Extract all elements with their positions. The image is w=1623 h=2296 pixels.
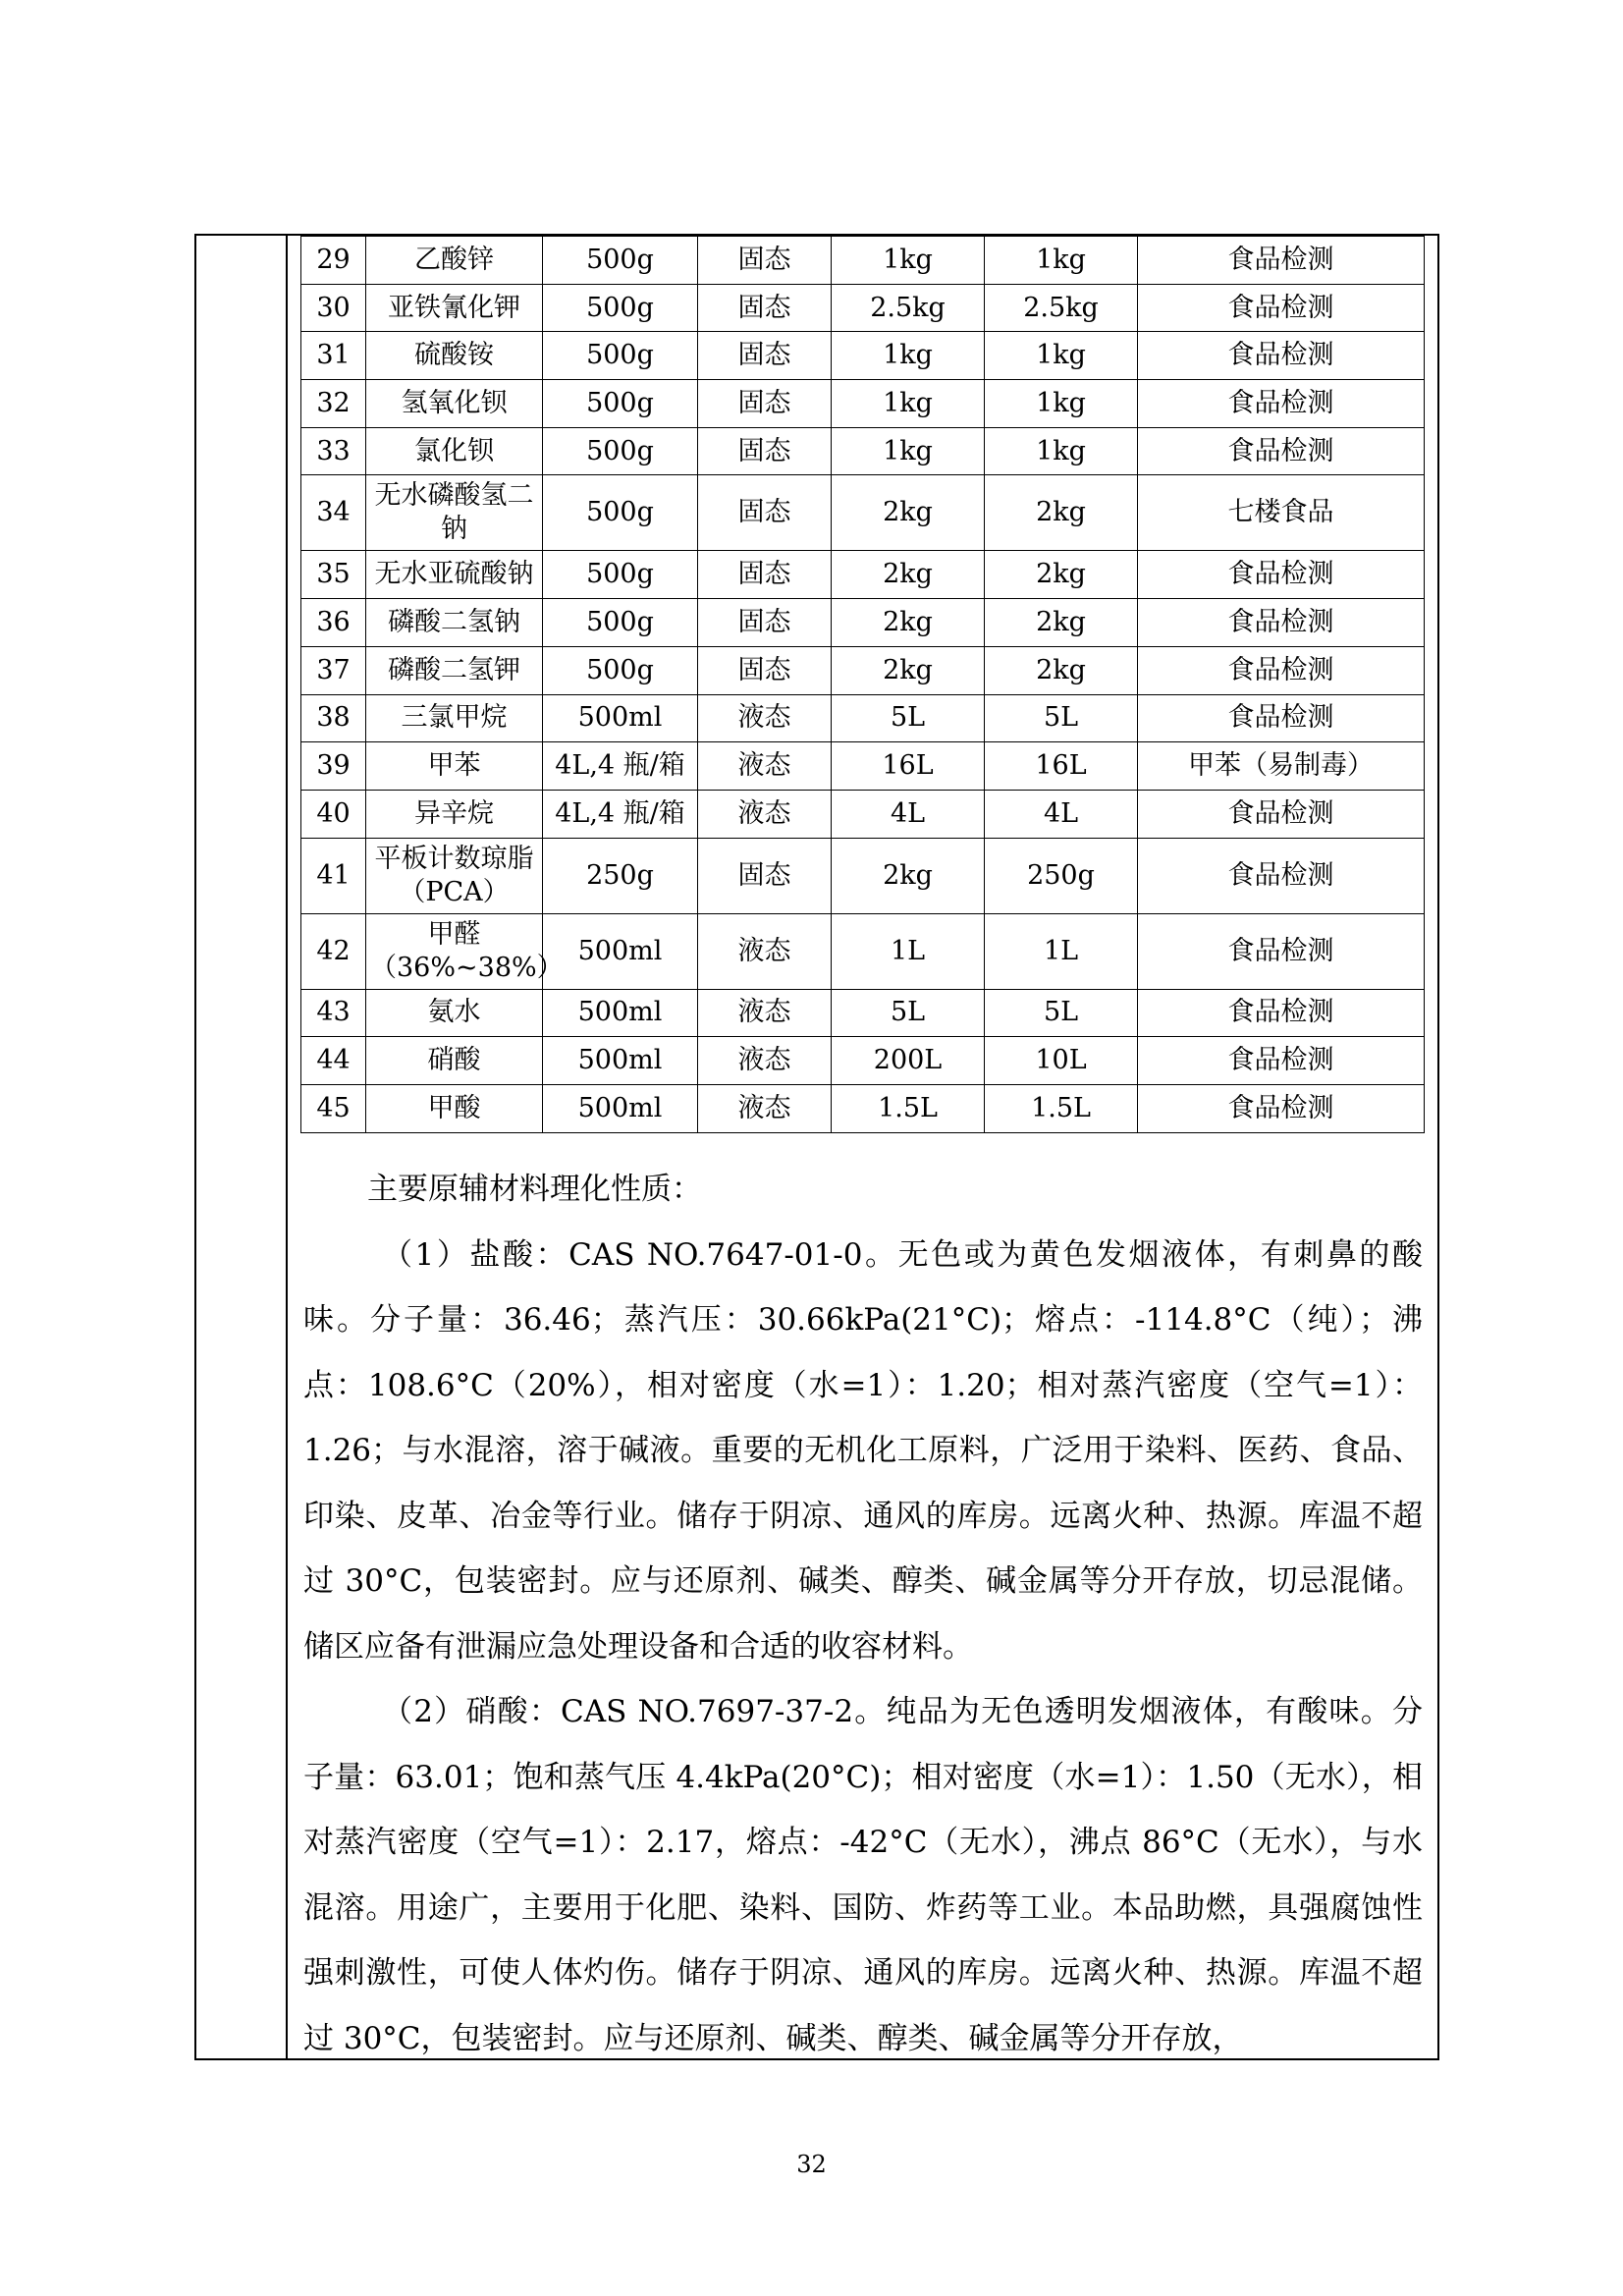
cell-spec: 500ml bbox=[543, 1037, 698, 1085]
cell-name: 硝酸 bbox=[366, 1037, 543, 1085]
cell-no: 42 bbox=[301, 913, 366, 989]
cell-state: 液态 bbox=[698, 989, 832, 1037]
cell-name: 甲醛（36%~38%） bbox=[366, 913, 543, 989]
materials-table bbox=[300, 236, 1425, 1133]
cell-storage: 2kg bbox=[985, 646, 1138, 694]
cell-storage: 16L bbox=[985, 742, 1138, 791]
cell-annual: 1kg bbox=[832, 427, 985, 475]
cell-usage: 食品检测 bbox=[1138, 694, 1425, 742]
cell-no: 31 bbox=[301, 332, 366, 380]
table-row bbox=[301, 475, 1425, 551]
cell-state: 固态 bbox=[698, 475, 832, 551]
cell-usage: 食品检测 bbox=[1138, 646, 1425, 694]
cell-spec: 500ml bbox=[543, 694, 698, 742]
cell-storage: 4L bbox=[985, 790, 1138, 838]
table-row bbox=[301, 913, 1425, 989]
cell-name: 磷酸二氢钾 bbox=[366, 646, 543, 694]
cell-no: 35 bbox=[301, 551, 366, 599]
cell-annual: 2kg bbox=[832, 646, 985, 694]
cell-no: 38 bbox=[301, 694, 366, 742]
cell-state: 固态 bbox=[698, 599, 832, 647]
cell-state: 固态 bbox=[698, 646, 832, 694]
cell-annual: 2.5kg bbox=[832, 284, 985, 332]
table-row bbox=[301, 694, 1425, 742]
table-row bbox=[301, 1037, 1425, 1085]
cell-usage: 七楼食品 bbox=[1138, 475, 1425, 551]
cell-storage: 1kg bbox=[985, 427, 1138, 475]
cell-name: 磷酸二氢钠 bbox=[366, 599, 543, 647]
cell-no: 33 bbox=[301, 427, 366, 475]
cell-state: 液态 bbox=[698, 1084, 832, 1132]
cell-annual: 2kg bbox=[832, 475, 985, 551]
table-row bbox=[301, 284, 1425, 332]
cell-storage: 5L bbox=[985, 989, 1138, 1037]
cell-storage: 2kg bbox=[985, 475, 1138, 551]
cell-storage: 1L bbox=[985, 913, 1138, 989]
cell-state: 固态 bbox=[698, 427, 832, 475]
cell-no: 29 bbox=[301, 237, 366, 285]
cell-usage: 食品检测 bbox=[1138, 551, 1425, 599]
cell-spec: 500g bbox=[543, 237, 698, 285]
cell-spec: 4L,4 瓶/箱 bbox=[543, 742, 698, 791]
cell-annual: 16L bbox=[832, 742, 985, 791]
cell-usage: 甲苯（易制毒） bbox=[1138, 742, 1425, 791]
frame-divider bbox=[286, 236, 288, 2058]
paragraph-nitric-acid: （2）硝酸：CAS NO.7697-37-2。纯品为无色透明发烟液体，有酸味。分子量：63.01；饱和蒸气压 4.4kPa(20°C)；相对密度（水=1）：1.50（无水），相对蒸汽密度（空气=1）：2.17，熔点：-42°C（无水），沸点 86°C（无水），与水混溶。用途广，主要用于化肥、染料、国防、炸药等工业。本品助燃，具强腐蚀性强刺激性，可使人体灼伤。储存于阴凉、通风的库房。远离火种、热源。库温不超过 30°C，包装密封。应与还原剂、碱类、醇类、碱金属等分开存放， bbox=[303, 1694, 1423, 2056]
cell-state: 固态 bbox=[698, 551, 832, 599]
cell-state: 液态 bbox=[698, 694, 832, 742]
cell-state: 固态 bbox=[698, 332, 832, 380]
cell-spec: 500g bbox=[543, 599, 698, 647]
cell-name: 硫酸铵 bbox=[366, 332, 543, 380]
cell-usage: 食品检测 bbox=[1138, 790, 1425, 838]
cell-name: 无水亚硫酸钠 bbox=[366, 551, 543, 599]
cell-usage: 食品检测 bbox=[1138, 380, 1425, 428]
cell-annual: 4L bbox=[832, 790, 985, 838]
cell-no: 34 bbox=[301, 475, 366, 551]
cell-usage: 食品检测 bbox=[1138, 427, 1425, 475]
cell-state: 液态 bbox=[698, 742, 832, 791]
cell-annual: 200L bbox=[832, 1037, 985, 1085]
cell-storage: 250g bbox=[985, 838, 1138, 913]
table-row bbox=[301, 989, 1425, 1037]
cell-spec: 500g bbox=[543, 551, 698, 599]
cell-usage: 食品检测 bbox=[1138, 1037, 1425, 1085]
cell-storage: 1kg bbox=[985, 380, 1138, 428]
table-row bbox=[301, 237, 1425, 285]
cell-state: 液态 bbox=[698, 790, 832, 838]
cell-annual: 2kg bbox=[832, 838, 985, 913]
cell-usage: 食品检测 bbox=[1138, 913, 1425, 989]
cell-name: 平板计数琼脂（PCA） bbox=[366, 838, 543, 913]
cell-no: 45 bbox=[301, 1084, 366, 1132]
cell-storage: 2.5kg bbox=[985, 284, 1138, 332]
cell-spec: 500g bbox=[543, 332, 698, 380]
cell-name: 氯化钡 bbox=[366, 427, 543, 475]
cell-no: 40 bbox=[301, 790, 366, 838]
cell-state: 液态 bbox=[698, 913, 832, 989]
cell-spec: 500ml bbox=[543, 913, 698, 989]
cell-storage: 2kg bbox=[985, 599, 1138, 647]
cell-storage: 1kg bbox=[985, 332, 1138, 380]
table-row bbox=[301, 1084, 1425, 1132]
cell-no: 39 bbox=[301, 742, 366, 791]
cell-annual: 1L bbox=[832, 913, 985, 989]
cell-usage: 食品检测 bbox=[1138, 989, 1425, 1037]
table-row bbox=[301, 380, 1425, 428]
cell-annual: 1.5L bbox=[832, 1084, 985, 1132]
cell-name: 氢氧化钡 bbox=[366, 380, 543, 428]
table-row bbox=[301, 332, 1425, 380]
table-row bbox=[301, 599, 1425, 647]
cell-storage: 2kg bbox=[985, 551, 1138, 599]
cell-annual: 1kg bbox=[832, 380, 985, 428]
cell-annual: 2kg bbox=[832, 551, 985, 599]
cell-spec: 4L,4 瓶/箱 bbox=[543, 790, 698, 838]
cell-name: 三氯甲烷 bbox=[366, 694, 543, 742]
paragraph-hydrochloric-acid: （1）盐酸：CAS NO.7647-01-0。无色或为黄色发烟液体，有刺鼻的酸味。分子量：36.46；蒸汽压：30.66kPa(21°C)；熔点：-114.8°C（纯）；沸点：108.6°C（20%），相对密度（水=1）：1.20；相对蒸汽密度（空气=1）：1.26；与水混溶，溶于碱液。重要的无机化工原料，广泛用于染料、医药、食品、印染、皮革、冶金等行业。储存于阴凉、通风的库房。远离火种、热源。库温不超过 30°C，包装密封。应与还原剂、碱类、醇类、碱金属等分开存放，切忌混储。储区应备有泄漏应急处理设备和合适的收容材料。 bbox=[303, 1236, 1423, 1665]
cell-usage: 食品检测 bbox=[1138, 838, 1425, 913]
cell-spec: 500g bbox=[543, 380, 698, 428]
cell-state: 液态 bbox=[698, 1037, 832, 1085]
cell-storage: 1kg bbox=[985, 237, 1138, 285]
cell-spec: 500g bbox=[543, 475, 698, 551]
cell-spec: 500ml bbox=[543, 1084, 698, 1132]
cell-no: 44 bbox=[301, 1037, 366, 1085]
cell-annual: 5L bbox=[832, 694, 985, 742]
body-text bbox=[303, 1157, 1423, 2071]
cell-spec: 250g bbox=[543, 838, 698, 913]
cell-name: 甲苯 bbox=[366, 742, 543, 791]
cell-name: 乙酸锌 bbox=[366, 237, 543, 285]
cell-spec: 500ml bbox=[543, 989, 698, 1037]
section-heading: 主要原辅材料理化性质： bbox=[367, 1172, 702, 1207]
cell-spec: 500g bbox=[543, 284, 698, 332]
cell-annual: 1kg bbox=[832, 332, 985, 380]
cell-annual: 2kg bbox=[832, 599, 985, 647]
cell-name: 氨水 bbox=[366, 989, 543, 1037]
cell-usage: 食品检测 bbox=[1138, 1084, 1425, 1132]
cell-no: 32 bbox=[301, 380, 366, 428]
cell-storage: 5L bbox=[985, 694, 1138, 742]
cell-state: 固态 bbox=[698, 380, 832, 428]
cell-annual: 5L bbox=[832, 989, 985, 1037]
table-row bbox=[301, 742, 1425, 791]
cell-annual: 1kg bbox=[832, 237, 985, 285]
cell-no: 37 bbox=[301, 646, 366, 694]
cell-state: 固态 bbox=[698, 237, 832, 285]
cell-state: 固态 bbox=[698, 838, 832, 913]
cell-state: 固态 bbox=[698, 284, 832, 332]
cell-name: 亚铁氰化钾 bbox=[366, 284, 543, 332]
cell-name: 无水磷酸氢二钠 bbox=[366, 475, 543, 551]
table-row bbox=[301, 838, 1425, 913]
cell-no: 36 bbox=[301, 599, 366, 647]
cell-no: 43 bbox=[301, 989, 366, 1037]
cell-spec: 500g bbox=[543, 427, 698, 475]
cell-usage: 食品检测 bbox=[1138, 332, 1425, 380]
table-row bbox=[301, 790, 1425, 838]
page-number: 32 bbox=[796, 2151, 827, 2178]
cell-storage: 1.5L bbox=[985, 1084, 1138, 1132]
cell-usage: 食品检测 bbox=[1138, 599, 1425, 647]
table-row bbox=[301, 551, 1425, 599]
cell-name: 甲酸 bbox=[366, 1084, 543, 1132]
cell-no: 41 bbox=[301, 838, 366, 913]
cell-no: 30 bbox=[301, 284, 366, 332]
cell-spec: 500g bbox=[543, 646, 698, 694]
cell-usage: 食品检测 bbox=[1138, 284, 1425, 332]
table-row bbox=[301, 646, 1425, 694]
cell-storage: 10L bbox=[985, 1037, 1138, 1085]
cell-name: 异辛烷 bbox=[366, 790, 543, 838]
table-row bbox=[301, 427, 1425, 475]
cell-usage: 食品检测 bbox=[1138, 237, 1425, 285]
